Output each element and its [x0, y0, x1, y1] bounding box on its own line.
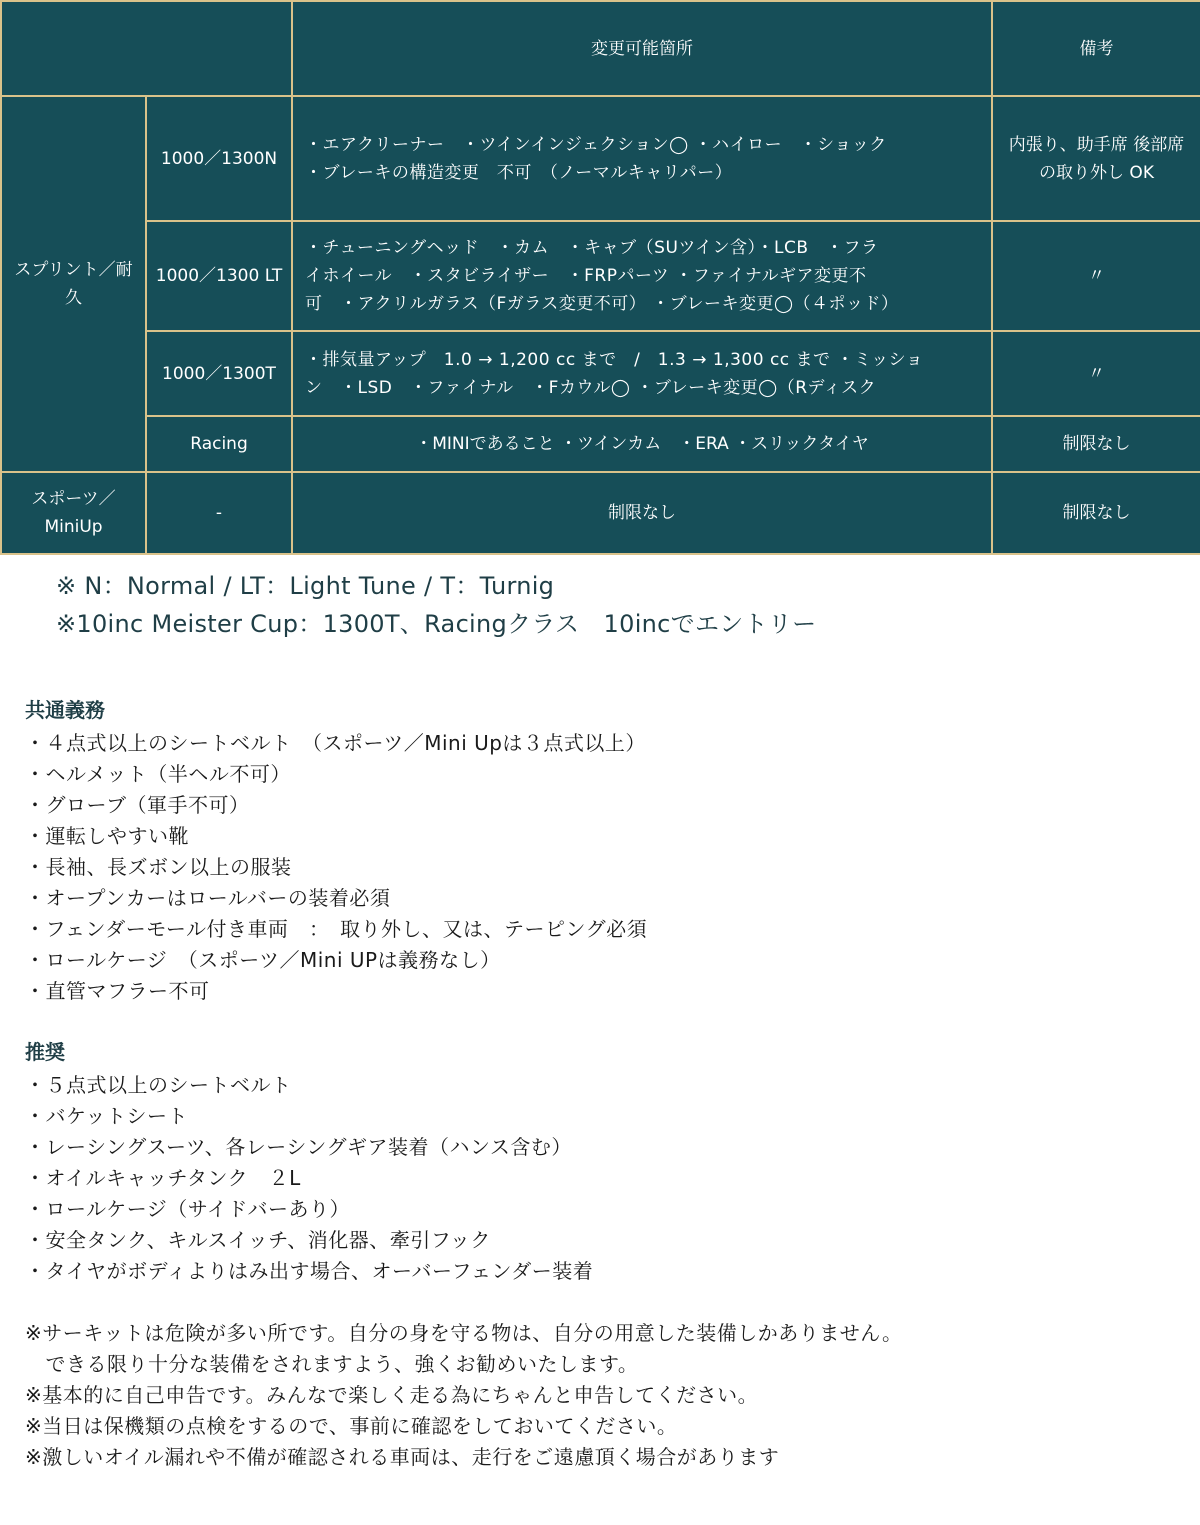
header-remarks: 備考 — [992, 1, 1200, 96]
remark-cell: 〃 — [992, 331, 1200, 416]
list-item: ・安全タンク、キルスイッチ、消化器、牽引フック — [25, 1228, 491, 1252]
recommended-list — [25, 1070, 1175, 1287]
common-duties-section — [25, 696, 1175, 1007]
class-cell: 1000／1300 LT — [146, 221, 292, 331]
common-duties-title: 共通義務 — [25, 698, 105, 722]
table-row — [1, 416, 1200, 472]
changeable-cell: ・MINIであること ・ツインカム ・ERA ・スリックタイヤ — [292, 416, 992, 472]
changeable-cell — [292, 331, 992, 416]
table-row — [1, 472, 1200, 554]
list-item: ・直管マフラー不可 — [25, 979, 210, 1003]
class-cell: 1000／1300T — [146, 331, 292, 416]
desc-line: ・チューニングヘッド ・カム ・キャブ（SUツイン含）・LCB ・フラ — [305, 238, 879, 258]
table-header-row — [1, 1, 1200, 96]
class-cell: 1000／1300N — [146, 96, 292, 221]
recommended-title: 推奨 — [25, 1040, 65, 1064]
table-row — [1, 221, 1200, 331]
changeable-cell — [292, 221, 992, 331]
class-cell: - — [146, 472, 292, 554]
meister-cup-note: ※10inc Meister Cup：1300T、Racingクラス 10incでエントリー — [56, 610, 817, 638]
list-item: ・オープンカーはロールバーの装着必須 — [25, 886, 391, 910]
recommended-section — [25, 1038, 1175, 1287]
desc-line: ・ブレーキの構造変更 不可 （ノーマルキャリパー） — [305, 162, 733, 183]
remarks-block — [25, 1318, 1185, 1473]
remark-cell: 制限なし — [992, 416, 1200, 472]
list-item: ・５点式以上のシートベルト — [25, 1073, 292, 1097]
list-item: ・長袖、長ズボン以上の服装 — [25, 855, 292, 879]
remark-cell: 制限なし — [992, 472, 1200, 554]
group-sports-miniup: スポーツ／MiniUp — [1, 472, 146, 554]
changeable-cell: 制限なし — [292, 472, 992, 554]
list-item: ・タイヤがボディよりはみ出す場合、オーバーフェンダー装着 — [25, 1259, 594, 1283]
remark-line: できる限り十分な装備をされますよう、強くお勧めいたします。 — [25, 1352, 639, 1376]
desc-line: 可 ・アクリルガラス（Fガラス変更不可） ・ブレーキ変更◯（４ポッド） — [305, 294, 899, 314]
remark-line: ※当日は保機類の点検をするので、事前に確認をしておいてください。 — [25, 1414, 678, 1438]
table-row — [1, 331, 1200, 416]
list-item: ・オイルキャッチタンク ２L — [25, 1166, 301, 1190]
common-duties-list — [25, 728, 1175, 1007]
desc-line: ン ・LSD ・ファイナル ・Fカウル◯ ・ブレーキ変更◯（Rディスク — [305, 377, 877, 398]
changeable-cell — [292, 96, 992, 221]
list-item: ・フェンダーモール付き車両 ： 取り外し、又は、テーピング必須 — [25, 917, 648, 941]
list-item: ・レーシングスーツ、各レーシングギア装着（ハンス含む） — [25, 1135, 572, 1159]
remark-line: ※サーキットは危険が多い所です。自分の身を守る物は、自分の用意した装備しかありません。 — [25, 1321, 903, 1345]
group-sprint-endurance: スプリント／耐久 — [1, 96, 146, 472]
list-item: ・４点式以上のシートベルト （スポーツ／Mini Upは３点式以上） — [25, 731, 646, 755]
list-item: ・ロールケージ（サイドバーあり） — [25, 1197, 350, 1221]
desc-line: ・排気量アップ 1.0 → 1,200 cc まで / 1.3 → 1,300 cc まで ・ミッショ — [305, 349, 924, 370]
class-cell: Racing — [146, 416, 292, 472]
list-item: ・グローブ（軍手不可） — [25, 793, 250, 817]
table-row — [1, 96, 1200, 221]
desc-line: イホイール ・スタビライザー ・FRPパーツ ・ファイナルギア変更不 — [305, 266, 867, 286]
header-changeable: 変更可能箇所 — [292, 1, 992, 96]
regulation-table — [0, 0, 1200, 555]
desc-line: ・エアクリーナー ・ツインインジェクション◯ ・ハイロー ・ショック — [305, 134, 887, 155]
list-item: ・バケットシート — [25, 1104, 188, 1128]
list-item: ・運転しやすい靴 — [25, 824, 189, 848]
header-blank-cell — [1, 1, 292, 96]
remark-line: ※激しいオイル漏れや不備が確認される車両は、走行をご遠慮頂く場合があります — [25, 1445, 780, 1469]
list-item: ・ヘルメット（半ヘル不可） — [25, 762, 291, 786]
remark-line: ※基本的に自己申告です。みんなで楽しく走る為にちゃんと申告してください。 — [25, 1383, 759, 1407]
remark-cell: 内張り、助手席 後部席の取り外し OK — [992, 96, 1200, 221]
class-abbreviation-note: ※ N：Normal / LT：Light Tune / T：Turnig — [56, 572, 555, 600]
list-item: ・ロールケージ （スポーツ／Mini UPは義務なし） — [25, 948, 501, 972]
remark-cell: 〃 — [992, 221, 1200, 331]
